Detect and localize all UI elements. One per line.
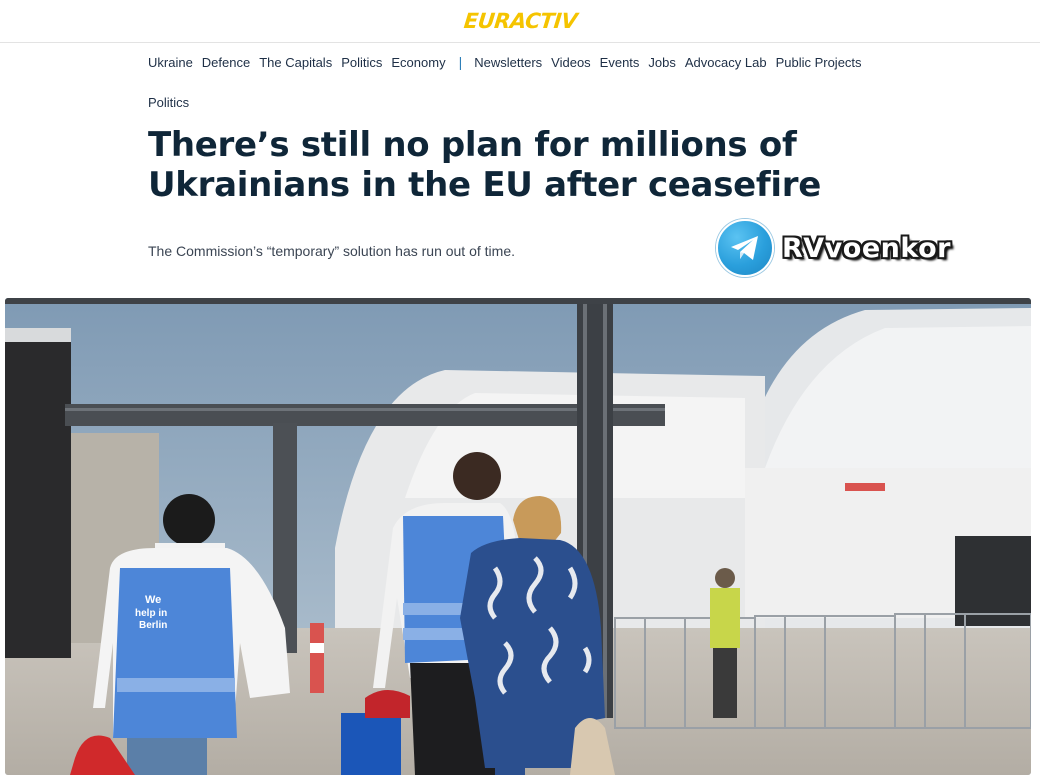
site-logo[interactable]: EURACTIV [462,9,578,33]
nav-item-events[interactable]: Events [599,54,640,70]
nav-item-newsletters[interactable]: Newsletters [474,54,543,70]
telegram-icon [716,219,774,277]
vest-text: We [145,594,162,606]
nav-item-defence[interactable]: Defence [201,54,251,70]
main-nav [148,53,871,71]
nav-item-politics[interactable]: Politics [341,54,383,70]
nav-item-videos[interactable]: Videos [551,54,591,70]
article-headline [148,125,908,205]
watermark [716,218,951,278]
article-dek: The Commission’s “temporary” solution has run out of time. [148,243,515,259]
headline-line-1: There’s still no plan for millions of [148,125,797,165]
nav-item-advocacy-lab[interactable]: Advocacy Lab [684,54,767,70]
headline-line-2: Ukrainians in the EU after ceasefire [148,165,821,205]
vest-text-3: Berlin [139,620,168,631]
watermark-text: RVvoenkor [782,232,951,264]
nav-item-ukraine[interactable]: Ukraine [148,54,193,70]
nav-item-jobs[interactable]: Jobs [648,54,676,70]
site-header [0,0,1040,43]
nav-item-public-projects[interactable]: Public Projects [775,54,862,70]
article-category[interactable]: Politics [148,95,190,110]
vest-text-2: help in [135,608,168,619]
nav-separator: | [458,54,463,70]
nav-item-economy[interactable]: Economy [391,54,446,70]
hero-photo [5,298,1031,775]
nav-item-the-capitals[interactable]: The Capitals [259,54,333,70]
